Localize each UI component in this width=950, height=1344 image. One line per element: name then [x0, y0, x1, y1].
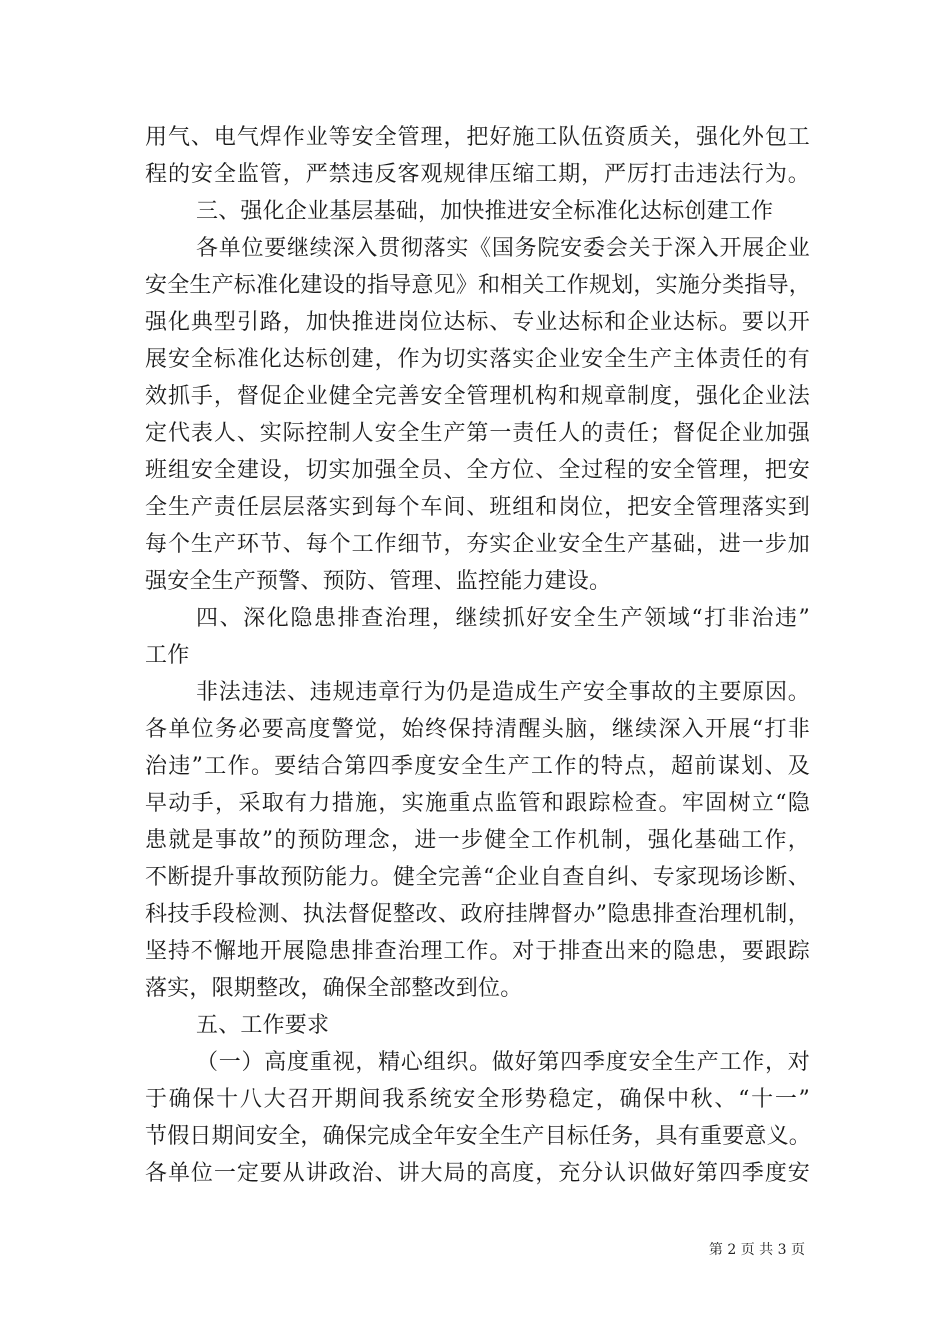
text-line: 用气、电气焊作业等安全管理，把好施工队伍资质关，强化外包工: [145, 125, 810, 150]
text-line: 不断提升事故预防能力。健全完善“企业自查自纠、专家现场诊断、: [145, 865, 810, 890]
text-line: 节假日期间安全，确保完成全年安全生产目标任务，具有重要意义。: [145, 1124, 812, 1149]
text-line: 落实，限期整改，确保全部整改到位。: [145, 976, 523, 1001]
page-number: 第 2 页 共 3 页: [708, 1242, 805, 1258]
text-line: 展安全标准化达标创建，作为切实落实企业安全生产主体责任的有: [145, 347, 810, 372]
text-line: 全生产责任层层落实到每个车间、班组和岗位，把安全管理落实到: [145, 495, 810, 520]
section-heading-4-cont: 工作: [145, 643, 190, 668]
text-line: 强安全生产预警、预防、管理、监控能力建设。: [145, 569, 612, 594]
text-line: 非法违法、违规违章行为仍是造成生产安全事故的主要原因。: [196, 680, 810, 705]
text-line: 各单位要继续深入贯彻落实《国务院安委会关于深入开展企业: [196, 236, 810, 261]
section-heading-5: 五、工作要求: [196, 1013, 330, 1038]
text-line: 各单位一定要从讲政治、讲大局的高度，充分认识做好第四季度安: [145, 1161, 810, 1186]
text-line: 各单位务必要高度警觉，始终保持清醒头脑，继续深入开展“打非: [145, 717, 810, 742]
text-line: 坚持不懈地开展隐患排查治理工作。对于排查出来的隐患，要跟踪: [145, 939, 810, 964]
text-line: 治违”工作。要结合第四季度安全生产工作的特点，超前谋划、及: [145, 754, 810, 779]
text-line: 科技手段检测、执法督促整改、政府挂牌督办”隐患排查治理机制，: [145, 902, 810, 927]
text-line: 效抓手，督促企业健全完善安全管理机构和规章制度，强化企业法: [145, 384, 810, 409]
text-line: 安全生产标准化建设的指导意见》和相关工作规划，实施分类指导，: [145, 273, 812, 298]
section-heading-3: 三、强化企业基层基础，加快推进安全标准化达标创建工作: [196, 199, 774, 224]
text-line: 于确保十八大召开期间我系统安全形势稳定，确保中秋、“十一”: [145, 1087, 810, 1112]
text-line: 班组安全建设，切实加强全员、全方位、全过程的安全管理，把安: [145, 458, 810, 483]
text-line: 每个生产环节、每个工作细节，夯实企业安全生产基础，进一步加: [145, 532, 810, 557]
text-line: 定代表人、实际控制人安全生产第一责任人的责任；督促企业加强: [145, 421, 810, 446]
text-line: 早动手，采取有力措施，实施重点监管和跟踪检查。牢固树立“隐: [145, 791, 810, 816]
text-line: 程的安全监管，严禁违反客观规律压缩工期，严厉打击违法行为。: [145, 162, 810, 187]
text-line: 强化典型引路，加快推进岗位达标、专业达标和企业达标。要以开: [145, 310, 810, 335]
section-heading-4: 四、深化隐患排查治理，继续抓好安全生产领域“打非治违”: [196, 606, 810, 631]
text-line: 患就是事故”的预防理念，进一步健全工作机制，强化基础工作，: [145, 828, 810, 853]
text-line: （一）高度重视，精心组织。做好第四季度安全生产工作，对: [196, 1050, 810, 1075]
